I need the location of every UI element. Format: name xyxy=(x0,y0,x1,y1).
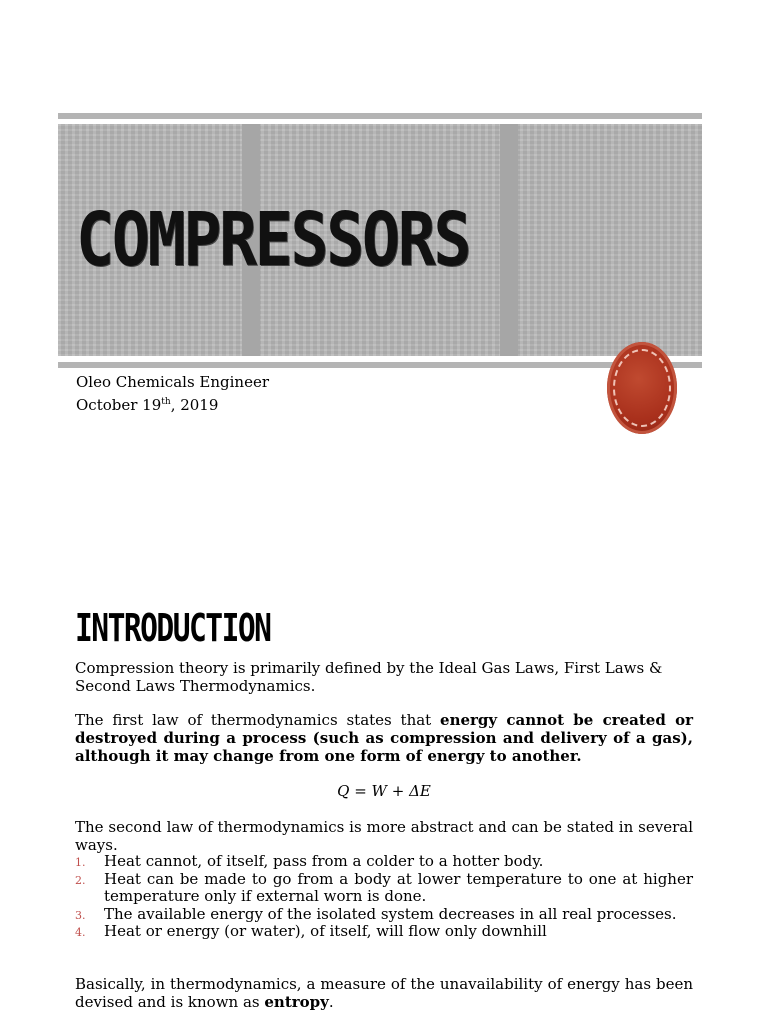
second-law-paragraph: The second law of thermodynamics is more abstract and can be stated in several ways. xyxy=(75,818,693,854)
banner-bottom-strip xyxy=(58,362,702,368)
banner-top-strip xyxy=(58,113,702,119)
banner-column xyxy=(500,124,518,356)
slide-title: COMPRESSORS xyxy=(76,197,470,283)
section-heading: INTRODUCTION xyxy=(75,606,271,650)
entropy-paragraph: Basically, in thermodynamics, a measure of the unavailability of energy has been devised and is known as entropy. xyxy=(75,975,693,1011)
intro-paragraph: Compression theory is primarily defined by the Ideal Gas Laws, First Laws & Second Laws Thermodynamics. xyxy=(75,659,663,695)
first-law-paragraph: The first law of thermodynamics states that energy cannot be created or destroyed during a process (such as compression and delivery of a gas), although it may change from one form of energy to another. xyxy=(75,711,693,765)
energy-formula: Q = W + ΔE xyxy=(337,782,431,800)
list-item: 1. Heat cannot, of itself, pass from a colder to a hotter body. xyxy=(75,852,544,870)
list-item: 2. Heat can be made to go from a body at lower temperature to one at higher temperature only if external worn is done. xyxy=(75,869,693,905)
second-law-list xyxy=(75,853,693,941)
slide-subtitle xyxy=(76,372,269,415)
author-line: Oleo Chemicals Engineer xyxy=(76,373,270,391)
list-item: 4. Heat or energy (or water), of itself, will flow only downhill xyxy=(75,922,547,940)
date-line: October 19th, 2019 xyxy=(76,396,219,414)
decorative-circle-icon xyxy=(607,342,677,434)
list-item: 3. The available energy of the isolated system decreases in all real processes. xyxy=(75,904,677,923)
